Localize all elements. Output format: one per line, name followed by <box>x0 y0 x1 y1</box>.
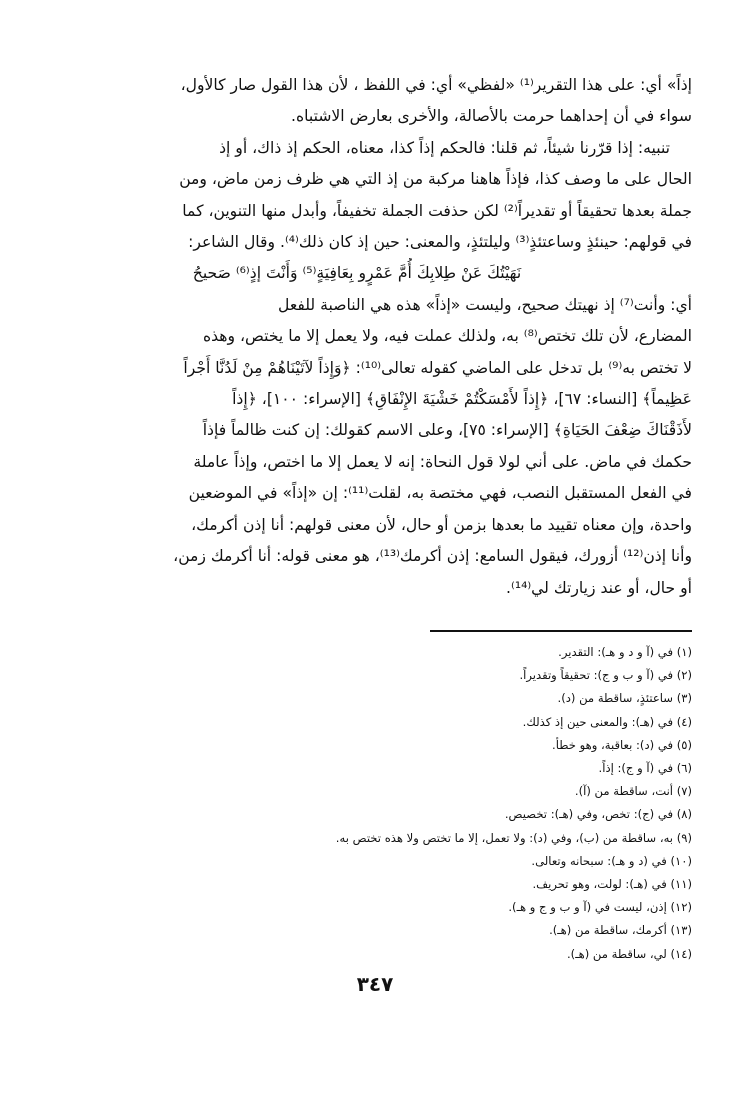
text-line-5: جملة بعدها تحقيقاً أو تقديراً⁽²⁾ لكن حذفت الجملة تخفيفاً، وأبدل منها التنوين، كما <box>182 201 692 220</box>
text-line-12: لأَذَقْنَاكَ ضِعْفَ الحَيَاةِ﴾ [الإسراء: ٧٥]، وعلى الاسم كقولك: إن كنت ظالماً فإذاً <box>202 421 692 440</box>
text-line-10: لا تختص به⁽⁹⁾ بل تدخل على الماضي كقوله تعالى⁽¹⁰⁾: ﴿وَإِذاً لآتَيْنَاهُمْ مِنْ لَدُنَّا أَجْراً <box>183 358 692 377</box>
footnote-separator <box>430 630 692 632</box>
footnote-2: (٢) في (آ و ب و ج): تحقيقاً وتقديراً. <box>519 668 692 683</box>
text-line-14: في الفعل المستقبل النصب، فهي مختصة به، لقلت⁽¹¹⁾: إن «إذاً» في الموضعين <box>188 484 692 503</box>
footnote-12: (١٢) إذن، ليست في (آ و ب و ج و هـ). <box>508 900 692 915</box>
main-text-block <box>62 70 692 604</box>
footnote-4: (٤) في (هـ): والمعنى حين إذ كذلك. <box>522 714 692 729</box>
footnote-1: (١) في (آ و د و هـ): التقدير. <box>558 645 692 659</box>
footnote-11: (١١) في (هـ): لولت، وهو تحريف. <box>532 877 692 892</box>
poetry-verse: نَهَيْتُكَ عَنْ طِلابِكَ أُمَّ عَمْرٍو بِعَافِيَةٍ⁽⁵⁾ وَأَنْتَ إذٍ⁽⁶⁾ صَحيحُ <box>192 264 522 283</box>
footnote-3: (٣) ساعتئذٍ، ساقطة من (د). <box>557 691 692 706</box>
page-number: ٣٤٧ <box>356 972 394 996</box>
footnote-7: (٧) أنت، ساقطة من (آ). <box>574 784 692 799</box>
text-line-6: في قولهم: حينئذٍ وساعتئذٍ⁽³⁾ وليلتئذٍ، والمعنى: حين إذ كان ذلك⁽⁴⁾. وقال الشاعر: <box>188 233 692 252</box>
text-line-11: عَظِيماً﴾ [النساء: ٦٧]، ﴿إِذاً لأَمْسَكْتُمْ خَشْيَةَ الإِنْفَاقِ﴾ [الإسراء: ١٠٠]، ﴿إِذاً <box>232 390 692 409</box>
text-line-8: أي: وأنت⁽⁷⁾ إذ نهيتك صحيح، وليست «إذاً» هذه هي الناصبة للفعل <box>278 295 692 314</box>
footnote-13: (١٣) أكرمك، ساقطة من (هـ). <box>549 923 692 938</box>
footnote-14: (١٤) لي، ساقطة من (هـ). <box>567 946 692 961</box>
text-line-17: أو حال، أو عند زيارتك لي⁽¹⁴⁾. <box>506 578 692 597</box>
text-line-15: واحدة، وإن معناه تقييد ما بعدها بزمن أو حال، لأن معنى قولهم: أنا إذن أكرمك، <box>191 515 692 534</box>
text-line-1: إذاً» أي: على هذا التقرير⁽¹⁾ «لفظي» أي: في اللفظ ، لأن هذا القول صار كالأول، <box>180 76 692 94</box>
text-line-16: وأنا إذن⁽¹²⁾ أزورك، فيقول السامع: إذن أكرمك⁽¹³⁾، هو معنى قوله: أنا أكرمك زمن، <box>173 547 692 566</box>
text-line-4: الحال على ما وصف كذا، فإذاً هاهنا مركبة من إذ التي هي ظرف زمن ماض، ومن <box>179 170 692 189</box>
footnote-10: (١٠) في (د و هـ): سبحانه وتعالى. <box>531 853 692 868</box>
text-line-3: تنبيه: إذا قرّرنا شيئاً، ثم قلنا: فالحكم إذاً كذا، معناه، الحكم إذ ذاك، أو إذ <box>219 138 670 157</box>
text-line-13: حكمك في ماض. على أني لولا قول النحاة: إنه لا يعمل إلا ما اختص، وإذاً عاملة <box>193 452 692 471</box>
footnotes-block <box>230 641 692 966</box>
footnote-5: (٥) في (د): بعاقبة، وهو خطأ. <box>552 737 692 752</box>
footnote-8: (٨) في (ج): تخص، وفي (هـ): تخصيص. <box>504 807 692 822</box>
footnote-6: (٦) في (آ و ج): إذاً. <box>598 761 692 776</box>
footnote-9: (٩) به، ساقطة من (ب)، وفي (د): ولا تعمل، إلا ما تختص ولا هذه تختص به. <box>335 830 692 845</box>
text-line-2: سواء في أن إحداهما حرمت بالأصالة، والأخرى بعارض الاشتباه. <box>291 107 692 126</box>
text-line-9: المضارع، لأن تلك تختص⁽⁸⁾ به، ولذلك عملت فيه، ولا يعمل إلا ما يختص، وهذه <box>202 327 692 346</box>
